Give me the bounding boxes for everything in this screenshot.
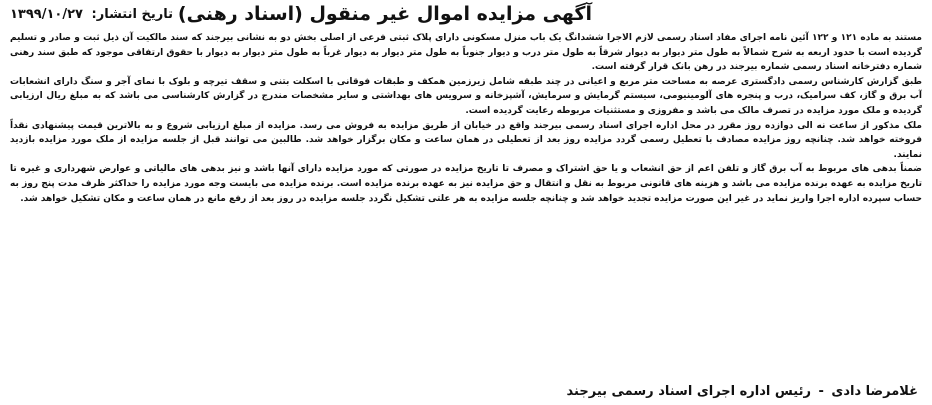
publish-date-value: ۱۳۹۹/۱۰/۲۷ — [10, 6, 83, 22]
notice-paragraph: ملک مذکور از ساعت نه الی دوازده روز مقرر در محل اداره اجرای اسناد رسمی بیرجند واقع در خیابان از طریق مزایده به فروش می رسد. مزایده از مبلغ ارزیابی شروع و به بالاترین قیمت پیشنهادی نقداً فروخته خواهد شد. چنانچه روز مزایده مصادف با تعطیل رسمی گردد مزایده روز بعد از تعطیلی در همان ساعت و مکان برگزار خواهد شد. طالبین می توانند قبل از جلسه مزایده از ملک مورد مزایده بازدید نمایند. — [10, 120, 922, 160]
publish-date — [10, 7, 173, 22]
notice-body — [10, 31, 922, 373]
notice-paragraph: طبق گزارش کارشناس رسمی دادگستری عرصه به مساحت متر مربع و اعیانی در چند طبقه شامل زیرزمین همکف و طبقات فوقانی با اسکلت بتنی و سقف تیرچه و بلوک با نمای آجر و سنگ دارای انشعابات آب برق و گاز، کف سرامیک، درب و پنجره های آلومینیومی، سیستم گرمایش و سرمایش، آشپزخانه و سرویس های بهداشتی و سایر مشخصات مندرج در گزارش کارشناسی می باشد که به مبلغ ریال ارزیابی گردیده و ملک مورد مزایده در تصرف مالک می باشد و مفروزی و مستثنیات مربوطه رعایت گردیده است. — [10, 76, 922, 116]
notice-paragraph: ضمناً بدهی های مربوط به آب برق گاز و تلفن اعم از حق انشعاب و یا حق اشتراک و مصرف تا تاریخ مزایده در صورتی که مورد مزایده دارای آنها باشد و نیز بدهی های مالیاتی و عوارض شهرداری و غیره تا تاریخ مزایده به عهده برنده مزایده می باشد و هزینه های قانونی مربوط به نقل و انتقال و حق مزایده نیز به عهده برنده مزایده است. برنده مزایده می بایست وجه مورد مزایده را حداکثر ظرف مدت پنج روز به حساب سپرده اداره اجرا واریز نماید در غیر این صورت مزایده تجدید خواهد شد و چنانچه جلسه مزایده به هر علتی تشکیل نگردد جلسه مزایده در روز بعد از رفع مانع در همان ساعت و مکان تشکیل خواهد شد. — [10, 164, 922, 204]
signer-name: غلامرضا دادی — [831, 384, 918, 399]
notice-paragraph: مستند به ماده ۱۲۱ و ۱۲۲ آئین نامه اجرای مفاد اسناد رسمی لازم الاجرا ششدانگ یک باب منزل مسکونی دارای پلاک ثبتی فرعی از اصلی بخش دو به نشانی بیرجند که سند مالکیت آن ذیل ثبت و صادر و تسلیم گردیده است با حدود اربعه به شرح شمالاً به طول متر دیوار به دیوار شرقاً به طول متر درب و دیوار جنوباً به طول متر دیوار به دیوار غرباً به طول متر دیوار به دیوار با حقوق ارتفاقی موجود که طبق سند رهنی شماره دفترخانه اسناد رسمی شماره بیرجند در رهن بانک قرار گرفته است. — [10, 33, 922, 73]
publish-date-label: تاریخ انتشار: — [91, 6, 173, 22]
notice-title: آگهی مزایده اموال غیر منقول (اسناد رهنی) — [177, 3, 592, 25]
signature — [567, 384, 918, 399]
signer-role: رئیس اداره اجرای اسناد رسمی بیرجند — [566, 384, 811, 399]
signature-separator: - — [818, 384, 824, 399]
notice-header — [10, 3, 922, 25]
